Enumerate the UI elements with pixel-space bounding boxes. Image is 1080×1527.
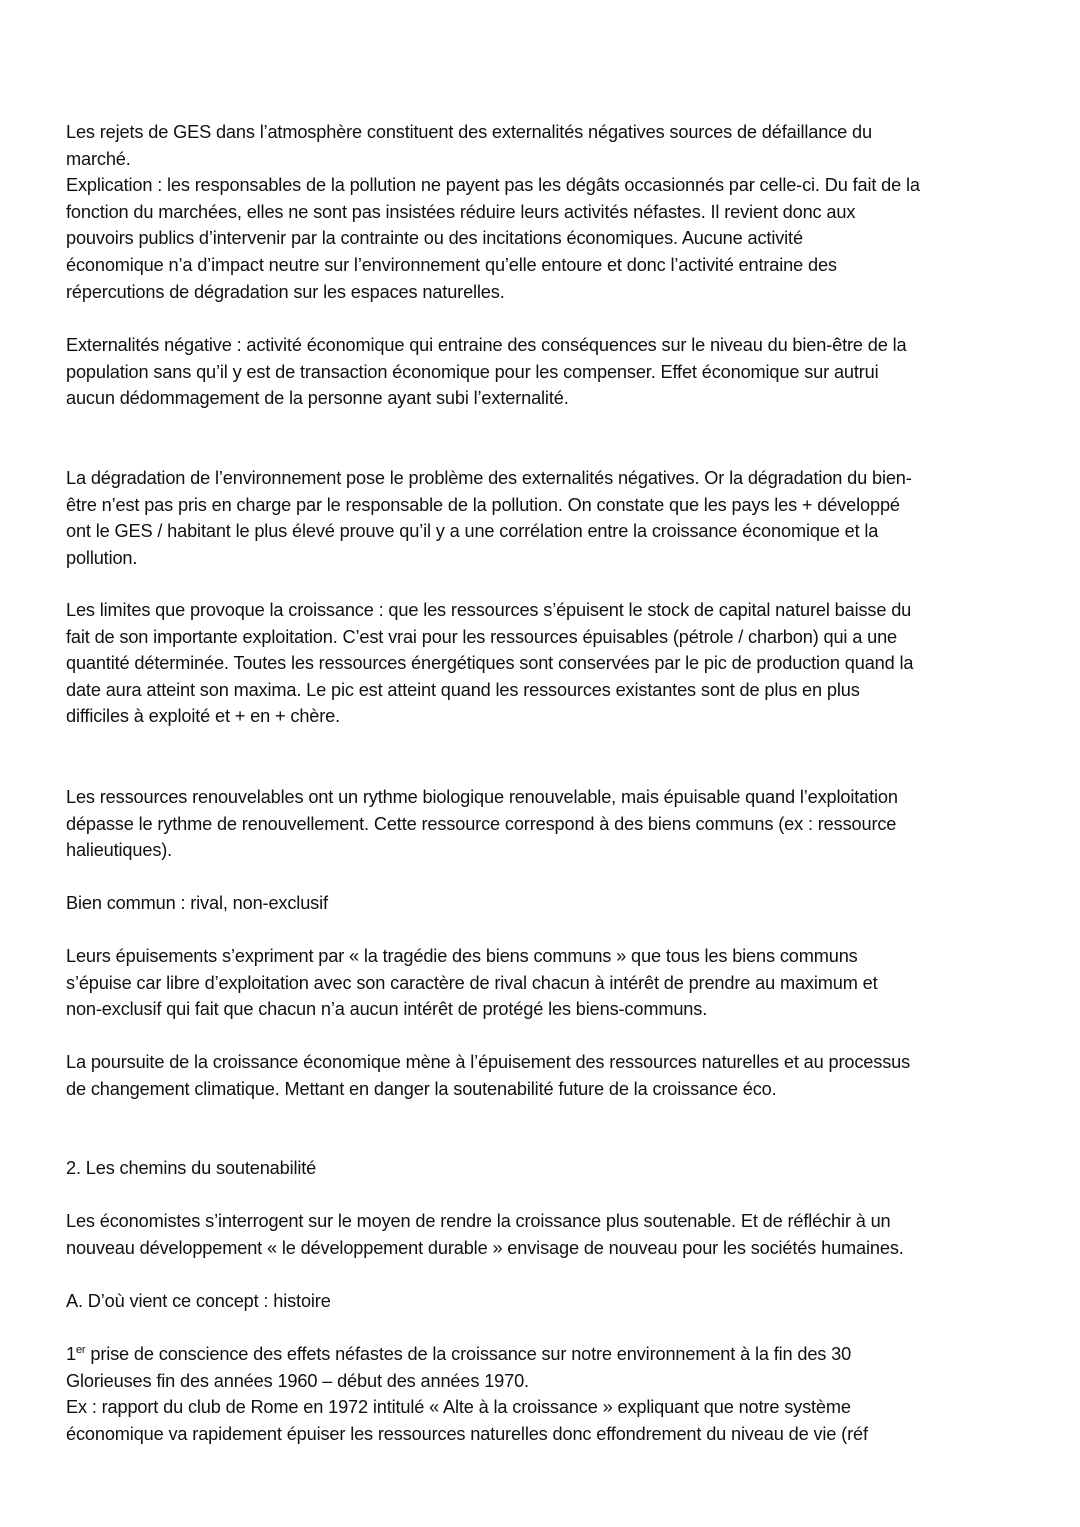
text-line: quantité déterminée. Toutes les ressources énergétiques sont conservées par le pic de production quand la xyxy=(66,653,914,674)
text-line: marché. xyxy=(66,148,131,169)
text-line: fait de son importante exploitation. C’est vrai pour les ressources épuisables (pétrole / charbon) qui a une xyxy=(66,626,897,647)
text-line: s’épuise car libre d’exploitation avec son caractère de rival chacun à intérêt de prendre au maximum et xyxy=(66,972,878,993)
text-line: Leurs épuisements s’expriment par « la tragédie des biens communs » que tous les biens communs xyxy=(66,946,858,966)
text-line: économique va rapidement épuiser les ressources naturelles donc effondrement du niveau de vie (réf xyxy=(66,1423,868,1444)
text-line: Les économistes s’interrogent sur le moyen de rendre la croissance plus soutenable. Et de réfléchir à un xyxy=(66,1211,891,1231)
text-line: Glorieuses fin des années 1960 – début des années 1970. xyxy=(66,1370,529,1391)
paragraph-ressources-renouvelables xyxy=(66,784,1056,864)
text-line: fonction du marchées, elles ne sont pas insistées réduire leurs activités néfastes. Il revient donc aux xyxy=(66,201,856,222)
text-line: Les limites que provoque la croissance : que les ressources s’épuisent le stock de capital naturel baisse du xyxy=(66,600,912,620)
text-line: économique n’a d’impact neutre sur l’environnement qu’elle entoure et donc l’activité entraine des xyxy=(66,254,837,275)
paragraph-prise-de-conscience xyxy=(66,1341,1056,1447)
text-line: Explication : les responsables de la pollution ne payent pas les dégâts occasionnés par celle-ci. Du fait de la xyxy=(66,175,920,196)
text-segment: prise de conscience des effets néfastes de la croissance sur notre environnement à la fin des 30 xyxy=(85,1344,852,1364)
text-line: La dégradation de l’environnement pose le problème des externalités négatives. Or la dégradation du bien- xyxy=(66,468,912,488)
text-line: Ex : rapport du club de Rome en 1972 intitulé « Alte à la croissance » expliquant que notre système xyxy=(66,1397,851,1418)
ordinal-suffix: er xyxy=(75,1343,86,1356)
text-line: Externalités négative : activité économique qui entraine des conséquences sur le niveau du bien-être de la xyxy=(66,335,907,355)
paragraph-economistes-developpement-durable xyxy=(66,1208,1056,1261)
text-line: halieutiques). xyxy=(66,840,173,861)
text-line: pouvoirs publics d’intervenir par la contrainte ou des incitations économiques. Aucune activité xyxy=(66,228,803,249)
paragraph-definition-bien-commun xyxy=(66,890,1056,917)
text-line: nouveau développement « le développement durable » envisage de nouveau pour les sociétés humaines. xyxy=(66,1237,904,1258)
paragraph-poursuite-croissance xyxy=(66,1049,1056,1102)
text-line xyxy=(66,1341,1056,1368)
paragraph-tragedie-biens-communs xyxy=(66,943,1056,1023)
heading-text: 2. Les chemins du soutenabilité xyxy=(66,1158,317,1178)
text-line: Les ressources renouvelables ont un rythme biologique renouvelable, mais épuisable quand l’exploitation xyxy=(66,787,898,807)
paragraph-ges-externalites xyxy=(66,119,1056,305)
text-line: population sans qu’il y est de transaction économique pour les compenser. Effet économique sur autrui xyxy=(66,361,879,382)
text-line: ont le GES / habitant le plus élevé prouve qu’il y a une corrélation entre la croissance économique et la xyxy=(66,521,879,542)
text-line: non-exclusif qui fait que chacun n’a aucun intérêt de protégé les biens-communs. xyxy=(66,999,708,1020)
text-line: dépasse le rythme de renouvellement. Cette ressource correspond à des biens communs (ex : ressource xyxy=(66,813,897,834)
section-heading-histoire xyxy=(66,1288,1056,1315)
ordinal-number: 1 xyxy=(66,1344,76,1364)
text-line: Les rejets de GES dans l’atmosphère constituent des externalités négatives sources de défaillance du xyxy=(66,122,872,142)
text-line: La poursuite de la croissance économique mène à l’épuisement des ressources naturelles et au processus xyxy=(66,1052,911,1072)
paragraph-limites-croissance xyxy=(66,597,1056,730)
text-line: pollution. xyxy=(66,547,138,568)
text-line: aucun dédommagement de la personne ayant subi l’externalité. xyxy=(66,388,569,409)
heading-text: A. D’où vient ce concept : histoire xyxy=(66,1291,331,1311)
text-line: de changement climatique. Mettant en danger la soutenabilité future de la croissance éco. xyxy=(66,1078,777,1099)
text-line: date aura atteint son maxima. Le pic est atteint quand les ressources existantes sont de plus en plus xyxy=(66,679,860,700)
paragraph-definition-externalite xyxy=(66,332,1056,412)
paragraph-degradation-environnement xyxy=(66,465,1056,571)
text-line: Bien commun : rival, non-exclusif xyxy=(66,893,328,913)
text-line: être n’est pas pris en charge par le responsable de la pollution. On constate que les pays les + développé xyxy=(66,494,900,515)
section-heading-chemins-soutenabilite xyxy=(66,1155,1056,1182)
text-line: difficiles à exploité et + en + chère. xyxy=(66,706,341,727)
text-line: répercutions de dégradation sur les espaces naturelles. xyxy=(66,281,505,302)
